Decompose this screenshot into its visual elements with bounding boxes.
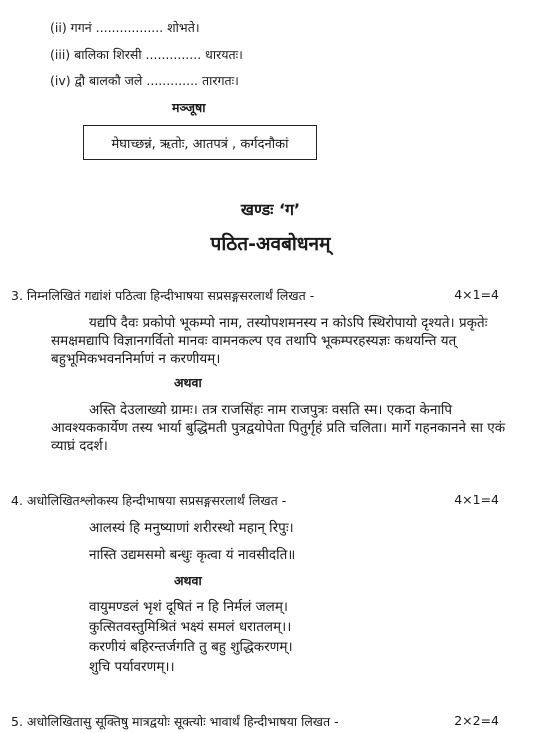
q4-prompt: 4. अधोलिखितश्लोकस्य हिन्दीभाषया सप्रसङ्गसरलार्थं लिखत - bbox=[11, 493, 287, 508]
fill-item-ii: (ii) गगनं ................. शोभते। bbox=[50, 20, 200, 35]
q5-prompt: 5. अधोलिखितासु सूक्तिषु मात्रद्वयोः सूक्त्योः भावार्थं हिन्दीभाषया लिखत - bbox=[11, 714, 339, 729]
q3-para2-line1: अस्ति देउलाख्यो ग्रामः। तत्र राजसिंहः नाम राजपुत्रः वसति स्म। एकदा केनापि bbox=[89, 402, 453, 418]
manjusha-word-box bbox=[83, 125, 317, 160]
q4-verse2-line4: शुचि पर्यावरणम्।। bbox=[89, 659, 175, 675]
q4-verse1-line2: नास्ति उद्यमसमो बन्धुः कृत्वा यं नावसीदति॥ bbox=[89, 547, 296, 563]
q3-para1-line2: समक्षमद्यापि विज्ञानगर्वितो मानवः वामनकल्प एव तथापि भूकम्परहस्यज्ञः कथयन्ति यत् bbox=[51, 333, 457, 349]
q3-marks: 4×1=4 bbox=[454, 287, 499, 302]
q3-athava: अथवा bbox=[174, 375, 202, 390]
fill-item-iii: (iii) बालिका शिरसी .............. धारयतः। bbox=[50, 47, 243, 62]
section-khand: खण्डः ‘ग’ bbox=[240, 200, 301, 219]
manjusha-title: मञ्जूषा bbox=[172, 100, 206, 115]
q3-para2-line3: व्याघ्रं ददर्श। bbox=[51, 438, 108, 454]
q4-athava: अथवा bbox=[174, 573, 202, 588]
q3-para2-line2: आवश्यककार्येण तस्य भार्या बुद्धिमती पुत्रद्वयोपेता पितुर्गृहं प्रति चलिता। मार्गे गहनकानने सा एकं bbox=[51, 420, 506, 436]
q4-verse1-line1: आलस्यं हि मनुष्याणां शरीरस्थो महान् रिपुः। bbox=[89, 520, 294, 536]
manjusha-words: मेघाच्छन्नं, ऋतोः, आतपत्रं , कर्गदनौकां bbox=[111, 136, 289, 152]
q4-marks: 4×1=4 bbox=[454, 492, 499, 507]
q4-verse2-line2: कुत्सितवस्तुमिश्रितं भक्ष्यं समलं धरातलम्।। bbox=[89, 619, 292, 635]
fill-item-iv: (iv) द्वौ बालकौ जले ............. तारगतः। bbox=[50, 73, 239, 88]
q4-verse2-line1: वायुमण्डलं भृशं दूषितं न हि निर्मलं जलम्। bbox=[89, 599, 289, 615]
q4-verse2-line3: करणीयं बहिरन्तर्जगति तु बहु शुद्धिकरणम्। bbox=[89, 639, 293, 655]
q5-marks: 2×2=4 bbox=[454, 713, 499, 728]
q3-para1-line3: बहुभूमिकभवननिर्माणं न करणीयम्। bbox=[51, 351, 221, 367]
q3-prompt: 3. निम्नलिखितं गद्यांशं पठित्वा हिन्दीभाषया सप्रसङ्गसरलार्थं लिखत - bbox=[11, 288, 315, 303]
section-title: पठित-अवबोधनम् bbox=[210, 233, 331, 255]
q3-para1-line1: यद्यपि दैवः प्रकोपो भूकम्पो नाम, तस्योपशमनस्य न कोऽपि स्थिरोपायो दृश्यते। प्रकृतेः bbox=[89, 315, 488, 331]
